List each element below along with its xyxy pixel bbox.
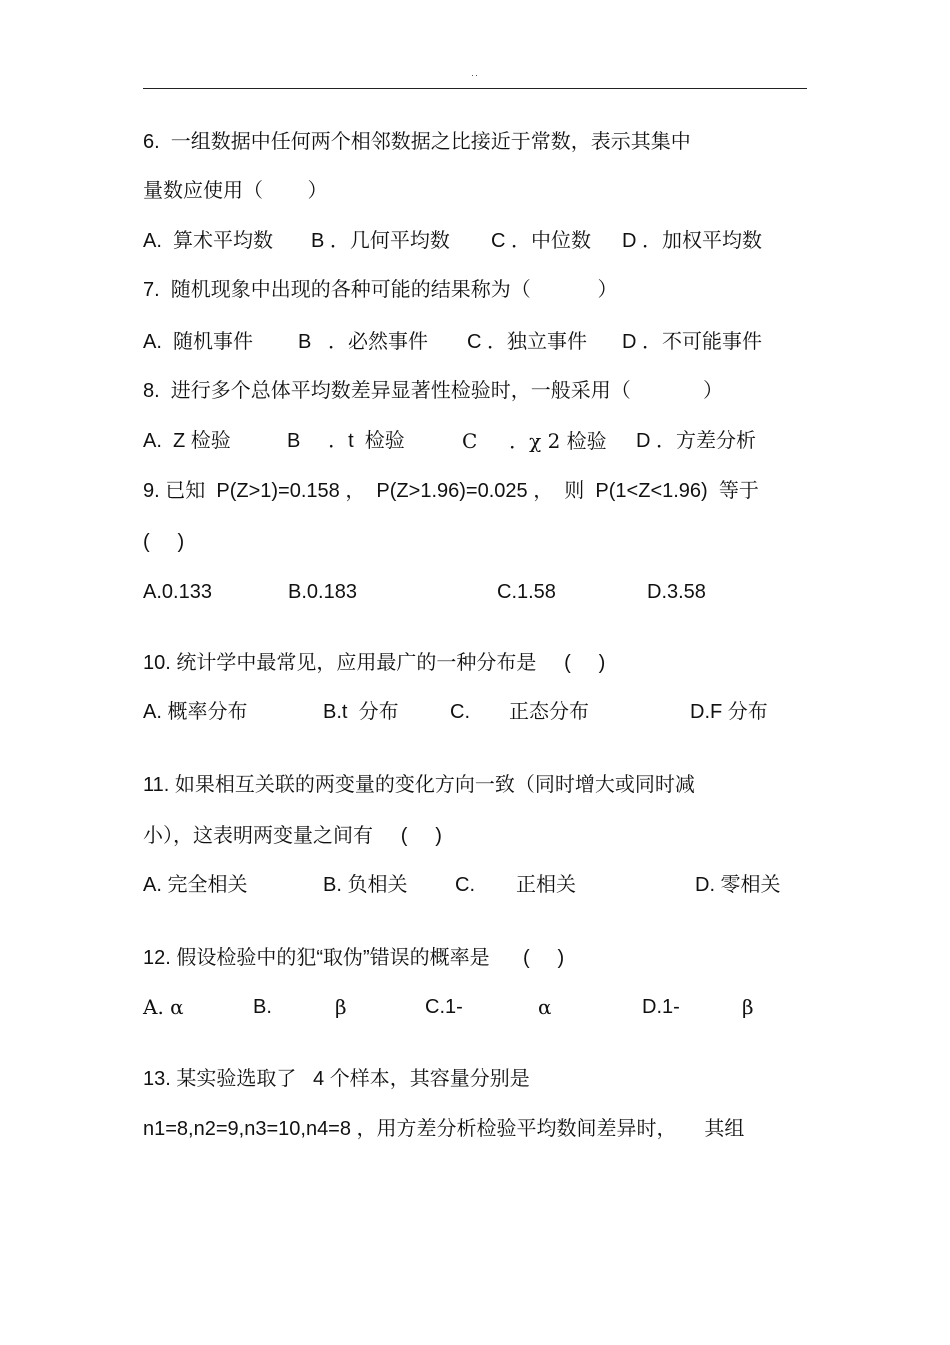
q9-option-a: A.0.133 (143, 581, 212, 603)
q9-option-c: C.1.58 (497, 581, 556, 603)
q10-option-d: D.F 分布 (690, 701, 768, 723)
q6-option-b: B ．几何平均数 (311, 230, 450, 252)
q11-stem-line2: 小），这表明两变量之间有 ( ) (143, 825, 442, 847)
q9-option-b: B.0.183 (288, 581, 357, 603)
q6-option-d: D ．加权平均数 (622, 230, 762, 252)
q12-option-a: A. α (143, 995, 184, 1019)
header-mark: ·· (471, 70, 479, 80)
q9-stem-line1: 9. 已知 P(Z>1)=0.158 ， P(Z>1.96)=0.025 ， 则 P(1<Z<1.96) 等于 (143, 480, 759, 502)
q13-stem-line1: 13. 某实验选取了 4 个样本，其容量分别是 (143, 1068, 530, 1090)
q10-stem: 10. 统计学中最常见，应用最广的一种分布是 ( ) (143, 652, 606, 674)
q11-option-c-text: 正相关 (516, 874, 576, 896)
q12-option-c-prefix: C.1- (425, 996, 463, 1018)
q8-option-a: A. Z 检验 (143, 430, 231, 452)
q7-option-d: D ．不可能事件 (622, 331, 762, 353)
q8-stem: 8. 进行多个总体平均数差异显著性检验时，一般采用（ ） (143, 380, 724, 402)
q10-option-c-text: 正态分布 (509, 701, 589, 723)
q7-option-b: B ．必然事件 (298, 331, 429, 353)
q8-option-c: C ．χ 2 检验 (462, 429, 607, 453)
q7-option-a: A. 随机事件 (143, 331, 254, 353)
q9-stem-line2: ( ) (143, 531, 185, 553)
q12-option-d-symbol: β (742, 995, 754, 1019)
q13-stem-line2: n1=8,n2=9,n3=10,n4=8 ，用方差分析检验平均数间差异时， 其组 (143, 1118, 745, 1140)
q8-option-b: B ．t 检验 (287, 430, 405, 452)
q11-option-b: B. 负相关 (323, 874, 408, 896)
q11-option-a: A. 完全相关 (143, 874, 248, 896)
q10-option-c-letter: C. (450, 701, 470, 723)
q10-option-a: A. 概率分布 (143, 701, 248, 723)
q12-option-d-prefix: D.1- (642, 996, 680, 1018)
q12-option-b-symbol: β (335, 995, 347, 1019)
q12-stem: 12. 假设检验中的犯“取伪”错误的概率是 ( ) (143, 947, 565, 969)
q11-option-d: D. 零相关 (695, 874, 781, 896)
q10-option-b: B.t 分布 (323, 701, 399, 723)
q7-stem: 7. 随机现象中出现的各种可能的结果称为（ ） (143, 279, 618, 301)
q12-option-b-letter: B. (253, 996, 272, 1018)
header-rule (143, 88, 807, 89)
q12-option-c-symbol: α (538, 995, 552, 1019)
q11-stem-line1: 11. 如果相互关联的两变量的变化方向一致（同时增大或同时减 (143, 774, 695, 796)
q6-option-a: A. 算术平均数 (143, 230, 274, 252)
q6-option-c: C ．中位数 (491, 230, 591, 252)
q7-option-c: C ．独立事件 (467, 331, 587, 353)
q6-stem-line2: 量数应使用（ ） (143, 180, 328, 202)
q9-option-d: D.3.58 (647, 581, 706, 603)
q6-stem-line1: 6. 一组数据中任何两个相邻数据之比接近于常数，表示其集中 (143, 131, 691, 153)
q8-option-d: D ．方差分析 (636, 430, 756, 452)
q11-option-c-letter: C. (455, 874, 475, 896)
